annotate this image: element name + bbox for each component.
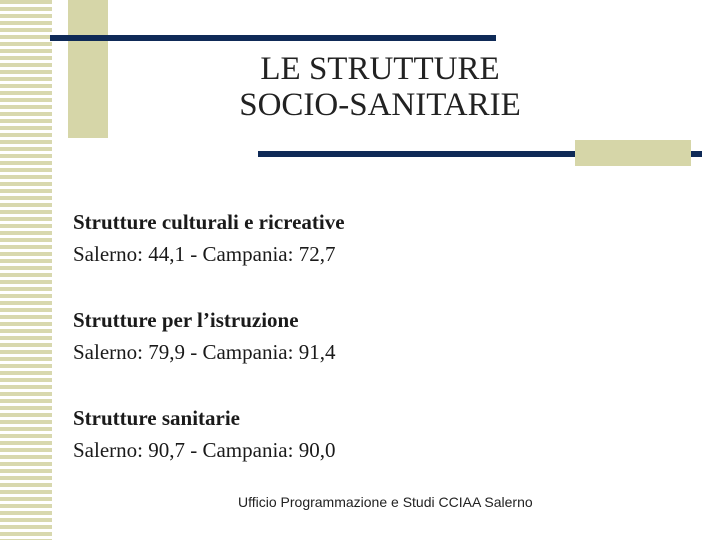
slide-title bbox=[140, 51, 620, 123]
top-khaki-block bbox=[68, 0, 108, 138]
top-navy-rule bbox=[50, 35, 496, 41]
slide-title-line-1: LE STRUTTURE bbox=[260, 51, 500, 87]
section-values: Salerno: 90,7 - Campania: 90,0 bbox=[73, 438, 336, 462]
left-stripe-decoration bbox=[0, 0, 52, 540]
slide-content bbox=[73, 206, 673, 500]
section-health bbox=[73, 402, 673, 466]
section-values: Salerno: 44,1 - Campania: 72,7 bbox=[73, 242, 336, 266]
section-education bbox=[73, 304, 673, 368]
section-values: Salerno: 79,9 - Campania: 91,4 bbox=[73, 340, 336, 364]
bottom-khaki-block bbox=[575, 140, 691, 166]
section-heading: Strutture sanitarie bbox=[73, 406, 241, 430]
section-heading: Strutture per l’istruzione bbox=[73, 308, 299, 332]
section-heading: Strutture culturali e ricreative bbox=[73, 210, 345, 234]
slide-footer: Ufficio Programmazione e Studi CCIAA Salerno bbox=[238, 494, 533, 510]
slide-title-line-2: SOCIO-SANITARIE bbox=[239, 87, 521, 123]
section-cultural bbox=[73, 206, 673, 270]
